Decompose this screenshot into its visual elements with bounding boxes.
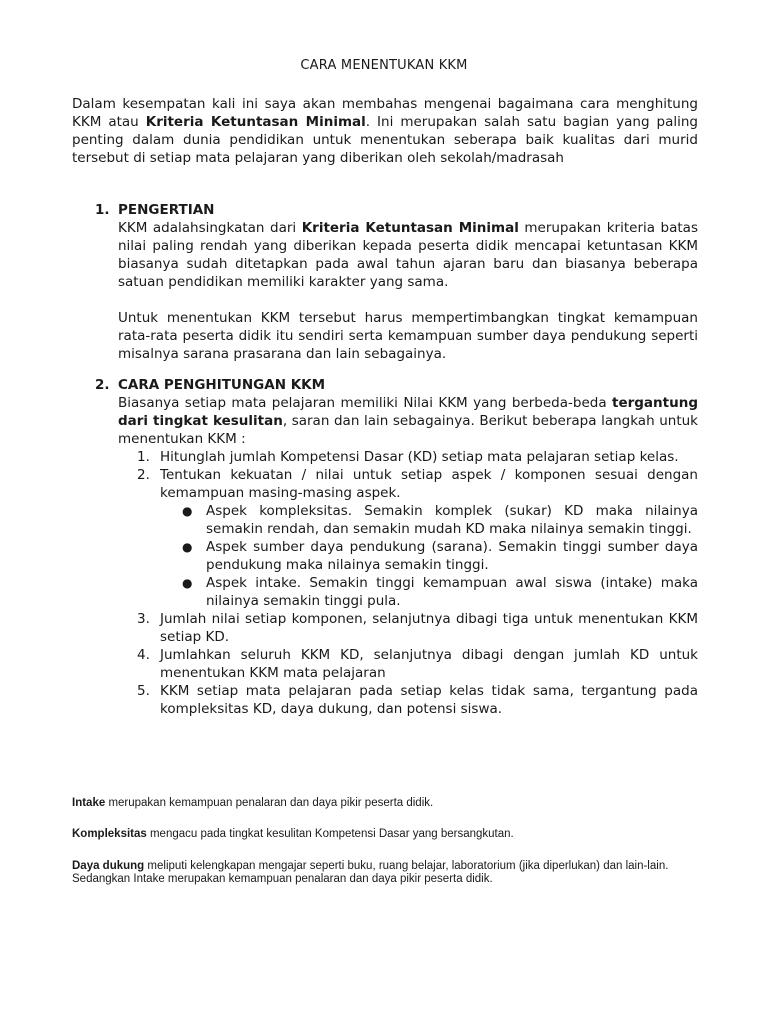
section-number: 1. xyxy=(95,202,110,218)
section-pengertian xyxy=(95,201,698,363)
section-heading xyxy=(95,376,698,394)
step-content xyxy=(160,466,698,610)
steps-list xyxy=(137,448,698,718)
list-item xyxy=(182,502,698,538)
list-item xyxy=(137,646,698,682)
step-number: 5. xyxy=(137,683,150,699)
note-text: merupakan kemampuan penalaran dan daya pikir peserta didik. xyxy=(105,797,434,809)
list-item xyxy=(137,610,698,646)
step-text: Hitunglah jumlah Kompetensi Dasar (KD) setiap mata pelajaran setiap kelas. xyxy=(160,449,679,465)
para-text-2: , saran dan lain sebagainya. Berikut beberapa langkah untuk menentukan KKM : xyxy=(118,413,699,447)
note-term: Daya dukung xyxy=(72,860,145,872)
paragraph: Untuk menentukan KKM tersebut harus mempertimbangkan tingkat kemampuan rata-rata peserta didik itu sendiri serta kemampuan sumber daya pendukung seperti misalnya sarana prasarana dan lain sebagainya. xyxy=(118,310,698,362)
note-text: meliputi kelengkapan mengajar seperti buku, ruang belajar, laboratorium (jika diperlukan) dan lain-lain. Sedangkan Intake merupakan kemampuan penalaran dan daya pikir peserta didik. xyxy=(72,860,669,885)
bullet-icon: ● xyxy=(182,504,193,518)
step-text: KKM setiap mata pelajaran pada setiap kelas tidak sama, tergantung pada kompleksitas KD, daya dukung, dan potensi siswa. xyxy=(160,683,698,717)
note-text: mengacu pada tingkat kesulitan Kompetensi Dasar yang bersangkutan. xyxy=(146,828,514,840)
bullet-icon: ● xyxy=(182,540,193,554)
step-text: Jumlah nilai setiap komponen, selanjutnya dibagi tiga untuk menentukan KKM setiap KD. xyxy=(160,611,698,645)
bullet-text: Aspek intake. Semakin tinggi kemampuan awal siswa (intake) maka nilainya semakin tinggi pula. xyxy=(206,575,698,609)
section-cara-penghitungan xyxy=(95,376,698,718)
note-daya-dukung xyxy=(72,860,712,886)
bullet-text: Aspek sumber daya pendukung (sarana). Semakin tinggi sumber daya pendukung maka nilainya semakin tinggi. xyxy=(206,539,698,573)
list-item xyxy=(182,538,698,574)
bullet-list xyxy=(182,502,698,610)
step-number: 2. xyxy=(137,467,150,483)
intro-text-1: Dalam kesempatan kali ini saya akan membahas mengenai bagaimana cara menghitung KKM atau xyxy=(72,96,698,130)
paragraph xyxy=(118,219,698,291)
section-heading xyxy=(95,201,698,219)
section-body xyxy=(118,394,698,718)
note-term: Kompleksitas xyxy=(72,828,147,840)
intro-paragraph xyxy=(72,95,698,167)
section-number: 2. xyxy=(95,377,110,393)
paragraph xyxy=(118,394,698,448)
list-item xyxy=(137,682,698,718)
para-text-1: KKM adalahsingkatan dari xyxy=(118,220,302,236)
bullet-text: Aspek kompleksitas. Semakin komplek (sukar) KD maka nilainya semakin rendah, dan semakin mudah KD maka nilainya semakin tinggi. xyxy=(206,503,698,537)
note-term: Intake xyxy=(72,797,106,809)
bullet-icon: ● xyxy=(182,576,193,590)
section-body xyxy=(118,219,698,363)
step-text: Jumlahkan seluruh KKM KD, selanjutnya dibagi dengan jumlah KD untuk menentukan KKM mata pelajaran xyxy=(160,647,698,681)
para-text-2: merupakan kriteria batas nilai paling rendah yang diberikan kepada peserta didik mencapai ketuntasan KKM biasanya sudah ditetapkan pada awal tahun ajaran baru dan biasanya beberapa satuan pendidikan memiliki karakter yang sama. xyxy=(118,220,698,290)
step-number: 4. xyxy=(137,647,150,663)
section-title: PENGERTIAN xyxy=(118,202,215,218)
document-title: CARA MENENTUKAN KKM xyxy=(300,58,468,73)
para-text-1: Biasanya setiap mata pelajaran memiliki Nilai KKM yang berbeda-beda xyxy=(118,395,612,411)
note-intake xyxy=(72,797,712,810)
intro-text-2: . Ini merupakan salah satu bagian yang paling penting dalam dunia pendidikan untuk menentukan seberapa baik kualitas dari murid tersebut di setiap mata pelajaran yang diberikan oleh sekolah/madrasah xyxy=(72,114,698,166)
para-bold-term: tergantung dari tingkat kesulitan xyxy=(118,395,698,429)
section-title: CARA PENGHITUNGAN KKM xyxy=(118,377,326,393)
list-item xyxy=(137,448,698,466)
note-kompleksitas xyxy=(72,828,712,841)
step-number: 1. xyxy=(137,449,150,465)
step-text: Tentukan kekuatan / nilai untuk setiap aspek / komponen sesuai dengan kemampuan masing-masing aspek. xyxy=(160,467,698,501)
list-item xyxy=(182,574,698,610)
para-bold-term: Kriteria Ketuntasan Minimal xyxy=(301,220,519,236)
list-item xyxy=(137,466,698,610)
intro-bold-term: Kriteria Ketuntasan Minimal xyxy=(145,114,366,130)
step-number: 3. xyxy=(137,611,150,627)
